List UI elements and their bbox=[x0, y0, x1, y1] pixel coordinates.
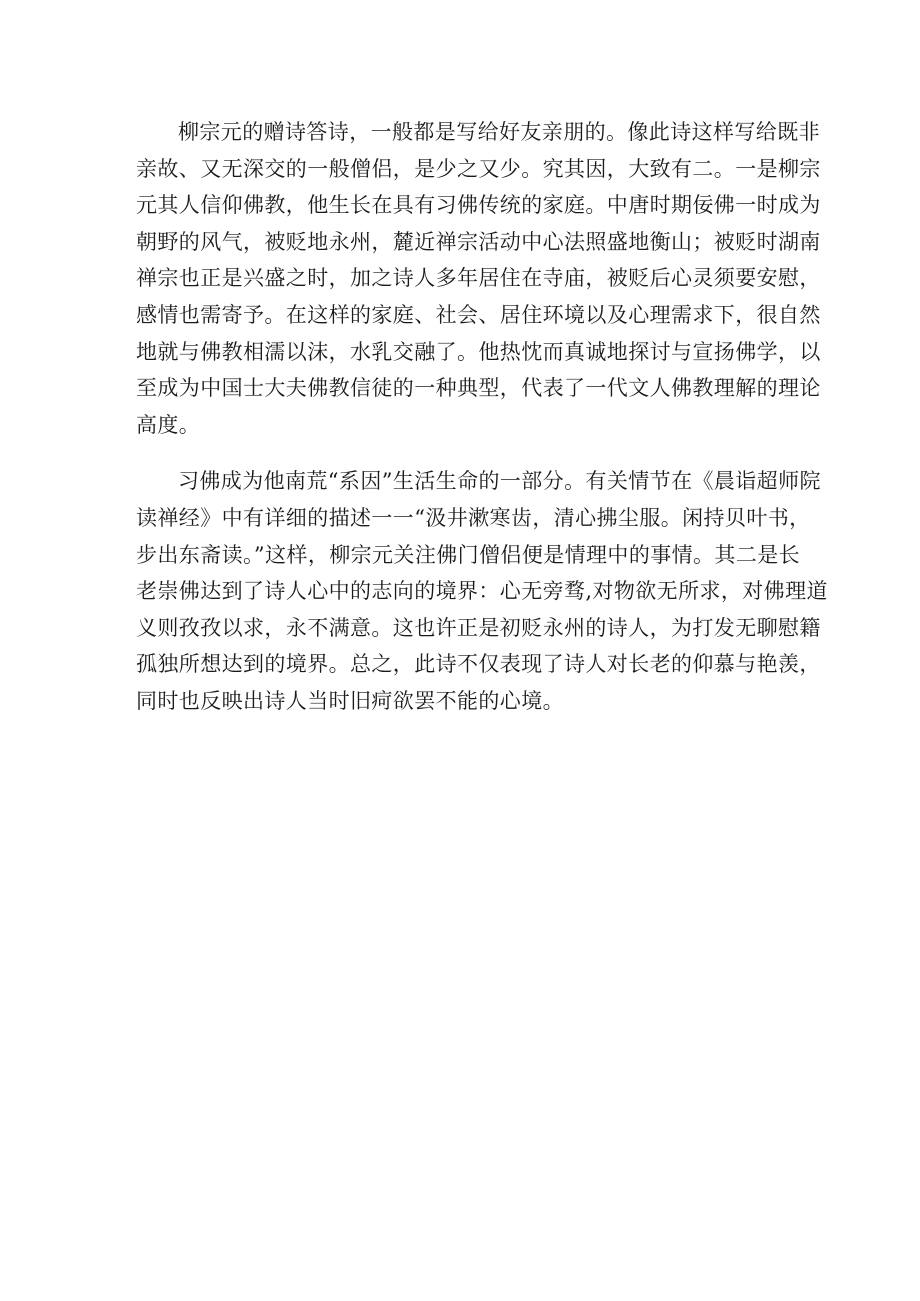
paragraph-line: 步出东斋读。”这样，柳宗元关注佛门僧侣便是情理中的事情。其二是长 bbox=[136, 542, 801, 567]
paragraph-2 bbox=[136, 463, 828, 719]
paragraph-line: 同时也反映出诗人当时旧疴欲罢不能的心境。 bbox=[136, 688, 564, 713]
paragraph-line: 孤独所想达到的境界。总之，此诗不仅表现了诗人对长老的仰慕与艳羡， bbox=[136, 652, 821, 677]
paragraph-line: 习佛成为他南荒“系因”生活生命的一部分。有关情节在《晨诣超师院 bbox=[178, 469, 821, 494]
paragraph-line: 至成为中国士大夫佛教信徒的一种典型，代表了一代文人佛教理解的理论 bbox=[136, 376, 821, 401]
paragraph-line: 元其人信仰佛教，他生长在具有习佛传统的家庭。中唐时期佞佛一时成为 bbox=[136, 193, 821, 218]
paragraph-line: 亲故、又无深交的一般僧侣，是少之又少。究其因，大致有二。一是柳宗 bbox=[136, 156, 821, 181]
paragraph-line: 地就与佛教相濡以沫，水乳交融了。他热忱而真诚地探讨与宣扬佛学，以 bbox=[136, 339, 821, 364]
paragraph-line: 义则孜孜以求，永不满意。这也许正是初贬永州的诗人，为打发无聊慰籍 bbox=[136, 615, 821, 640]
paragraph-line: 禅宗也正是兴盛之时，加之诗人多年居住在寺庙，被贬后心灵须要安慰， bbox=[136, 266, 821, 291]
paragraph-line: 柳宗元的赠诗答诗，一般都是写给好友亲朋的。像此诗这样写给既非 bbox=[178, 120, 820, 144]
paragraph-line: 朝野的风气，被贬地永州，麓近禅宗活动中心法照盛地衡山；被贬时湖南 bbox=[136, 229, 821, 254]
paragraph-1 bbox=[136, 114, 821, 443]
paragraph-line: 高度。 bbox=[136, 412, 201, 437]
paragraph-line: 读禅经》中有详细的描述一一“汲井漱寒齿，清心拂尘服。闲持贝叶书， bbox=[136, 505, 811, 530]
paragraph-line: 老崇佛达到了诗人心中的志向的境界：心无旁骛,对物欲无所求，对佛理道 bbox=[136, 579, 828, 604]
document-body bbox=[136, 114, 828, 720]
paragraph-line: 感情也需寄予。在这样的家庭、社会、居住环境以及心理需求下，很自然 bbox=[136, 302, 821, 327]
